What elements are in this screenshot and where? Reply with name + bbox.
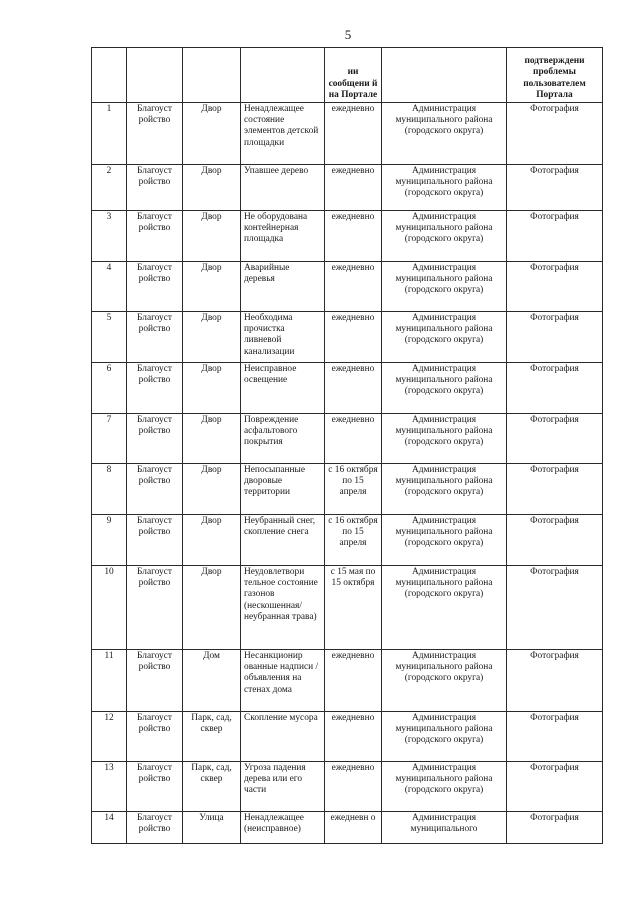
cell-frequency: ежедневно <box>325 165 382 211</box>
cell-confirmation: Фотография <box>507 211 603 262</box>
table-row <box>92 165 603 211</box>
cell-category: Благоуст ройство <box>127 211 183 262</box>
table-row <box>92 712 603 762</box>
header-cell-place <box>183 48 241 103</box>
cell-problem: Неудовлетвори тельное состояние газонов (нескошенная/ неубранная трава) <box>241 566 325 650</box>
header-cell-responsible <box>382 48 507 103</box>
cell-responsible: Администрация муниципального района (городского округа) <box>382 712 507 762</box>
table-row <box>92 312 603 363</box>
cell-place: Двор <box>183 464 241 515</box>
table-body <box>92 103 603 844</box>
cell-place: Улица <box>183 812 241 844</box>
cell-responsible: Администрация муниципального района (городского округа) <box>382 262 507 312</box>
cell-place: Двор <box>183 363 241 414</box>
cell-confirmation: Фотография <box>507 650 603 712</box>
cell-problem: Неисправное освещение <box>241 363 325 414</box>
header-cell-problem <box>241 48 325 103</box>
cell-confirmation: Фотография <box>507 762 603 812</box>
cell-problem: Упавшее дерево <box>241 165 325 211</box>
cell-responsible: Администрация муниципального района (городского округа) <box>382 566 507 650</box>
cell-problem: Неубранный снег, скопление снега <box>241 515 325 566</box>
cell-place: Парк, сад, сквер <box>183 712 241 762</box>
cell-frequency: ежедневно <box>325 414 382 464</box>
header-cell-category <box>127 48 183 103</box>
cell-responsible: Администрация муниципального района (городского округа) <box>382 762 507 812</box>
cell-problem: Ненадлежащее состояние элементов детской площадки <box>241 103 325 165</box>
cell-num: 5 <box>92 312 127 363</box>
table-row <box>92 762 603 812</box>
cell-num: 11 <box>92 650 127 712</box>
cell-responsible: Администрация муниципального <box>382 812 507 844</box>
cell-place: Двор <box>183 515 241 566</box>
cell-place: Парк, сад, сквер <box>183 762 241 812</box>
cell-confirmation: Фотография <box>507 515 603 566</box>
cell-responsible: Администрация муниципального района (городского округа) <box>382 312 507 363</box>
cell-num: 1 <box>92 103 127 165</box>
cell-frequency: ежедневно <box>325 712 382 762</box>
cell-category: Благоуст ройство <box>127 812 183 844</box>
cell-num: 9 <box>92 515 127 566</box>
cell-category: Благоуст ройство <box>127 165 183 211</box>
cell-frequency: ежедневн о <box>325 812 382 844</box>
cell-confirmation: Фотография <box>507 712 603 762</box>
cell-num: 3 <box>92 211 127 262</box>
cell-place: Двор <box>183 103 241 165</box>
cell-confirmation: Фотография <box>507 812 603 844</box>
cell-problem: Несанкционир ованные надписи / объявления на стенах дома <box>241 650 325 712</box>
cell-place: Двор <box>183 312 241 363</box>
cell-responsible: Администрация муниципального района (городского округа) <box>382 464 507 515</box>
cell-problem: Повреждение асфальтового покрытия <box>241 414 325 464</box>
cell-frequency: ежедневно <box>325 762 382 812</box>
cell-confirmation: Фотография <box>507 312 603 363</box>
table-row <box>92 650 603 712</box>
cell-frequency: ежедневно <box>325 103 382 165</box>
cell-num: 6 <box>92 363 127 414</box>
cell-category: Благоуст ройство <box>127 312 183 363</box>
cell-problem: Угроза падения дерева или его части <box>241 762 325 812</box>
cell-category: Благоуст ройство <box>127 464 183 515</box>
cell-category: Благоуст ройство <box>127 712 183 762</box>
cell-category: Благоуст ройство <box>127 363 183 414</box>
cell-num: 14 <box>92 812 127 844</box>
cell-frequency: ежедневно <box>325 211 382 262</box>
cell-num: 10 <box>92 566 127 650</box>
problems-table <box>91 47 603 844</box>
cell-problem: Непосыпанные дворовые территории <box>241 464 325 515</box>
table-row <box>92 363 603 414</box>
cell-category: Благоуст ройство <box>127 650 183 712</box>
cell-category: Благоуст ройство <box>127 262 183 312</box>
cell-place: Дом <box>183 650 241 712</box>
header-cell-confirmation: подтверждени проблемы пользователем Портала <box>507 48 603 103</box>
cell-place: Двор <box>183 414 241 464</box>
cell-problem: Ненадлежащее (неисправное) <box>241 812 325 844</box>
table-row <box>92 464 603 515</box>
cell-place: Двор <box>183 566 241 650</box>
cell-responsible: Администрация муниципального района (городского округа) <box>382 515 507 566</box>
header-cell-num <box>92 48 127 103</box>
cell-responsible: Администрация муниципального района (городского округа) <box>382 414 507 464</box>
table-header-row <box>92 48 603 103</box>
cell-num: 12 <box>92 712 127 762</box>
cell-responsible: Администрация муниципального района (городского округа) <box>382 103 507 165</box>
cell-problem: Скопление мусора <box>241 712 325 762</box>
cell-num: 2 <box>92 165 127 211</box>
cell-place: Двор <box>183 211 241 262</box>
cell-category: Благоуст ройство <box>127 414 183 464</box>
cell-frequency: ежедневно <box>325 312 382 363</box>
cell-confirmation: Фотография <box>507 262 603 312</box>
cell-num: 13 <box>92 762 127 812</box>
cell-frequency: ежедневно <box>325 650 382 712</box>
cell-responsible: Администрация муниципального района (городского округа) <box>382 165 507 211</box>
cell-place: Двор <box>183 262 241 312</box>
cell-responsible: Администрация муниципального района (городского округа) <box>382 650 507 712</box>
cell-confirmation: Фотография <box>507 414 603 464</box>
table-row <box>92 103 603 165</box>
cell-category: Благоуст ройство <box>127 762 183 812</box>
cell-frequency: с 16 октября по 15 апреля <box>325 515 382 566</box>
cell-num: 8 <box>92 464 127 515</box>
cell-num: 7 <box>92 414 127 464</box>
cell-confirmation: Фотография <box>507 103 603 165</box>
header-cell-frequency: ии сообщени й на Портале <box>325 48 382 103</box>
cell-confirmation: Фотография <box>507 165 603 211</box>
cell-category: Благоуст ройство <box>127 566 183 650</box>
cell-problem: Не оборудована контейнерная площадка <box>241 211 325 262</box>
cell-num: 4 <box>92 262 127 312</box>
cell-frequency: ежедневно <box>325 363 382 414</box>
cell-place: Двор <box>183 165 241 211</box>
cell-frequency: с 16 октября по 15 апреля <box>325 464 382 515</box>
table-row <box>92 262 603 312</box>
cell-frequency: ежедневно <box>325 262 382 312</box>
cell-problem: Аварийные деревья <box>241 262 325 312</box>
page-number: 5 <box>344 27 352 42</box>
table-row <box>92 211 603 262</box>
cell-confirmation: Фотография <box>507 566 603 650</box>
cell-confirmation: Фотография <box>507 464 603 515</box>
table-row <box>92 515 603 566</box>
cell-responsible: Администрация муниципального района (городского округа) <box>382 363 507 414</box>
table-row <box>92 414 603 464</box>
cell-category: Благоуст ройство <box>127 103 183 165</box>
cell-problem: Необходима прочистка ливневой канализации <box>241 312 325 363</box>
cell-frequency: с 15 мая по 15 октября <box>325 566 382 650</box>
cell-confirmation: Фотография <box>507 363 603 414</box>
cell-category: Благоуст ройство <box>127 515 183 566</box>
table-row <box>92 812 603 844</box>
cell-responsible: Администрация муниципального района (городского округа) <box>382 211 507 262</box>
table-row <box>92 566 603 650</box>
